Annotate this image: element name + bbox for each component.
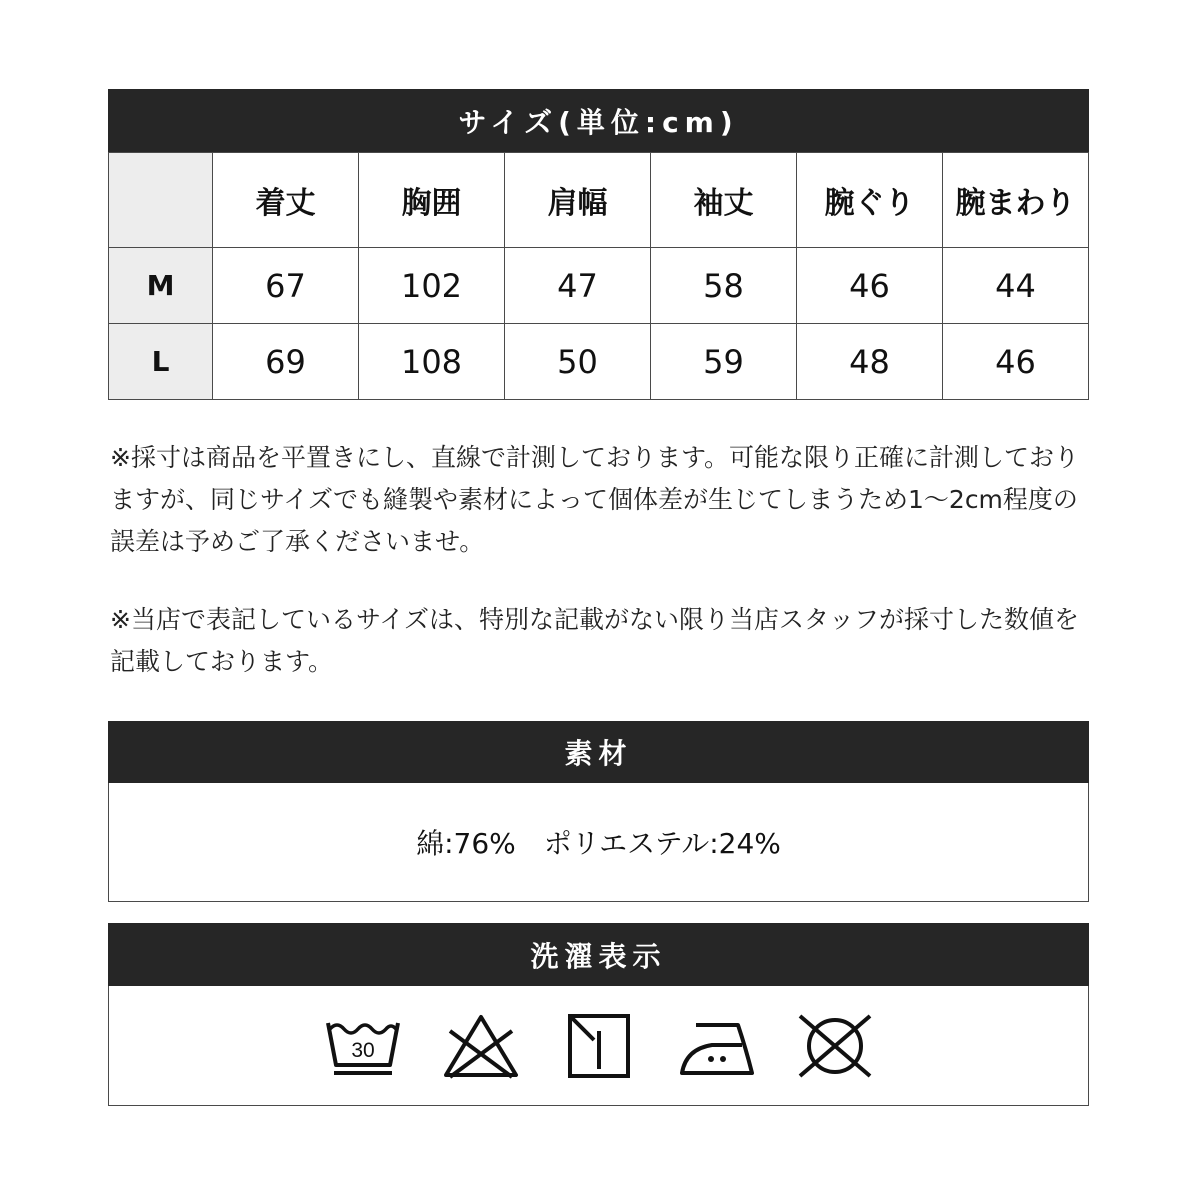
column-header: 着丈 — [213, 153, 359, 248]
size-source-note: ※当店で表記しているサイズは、特別な記載がない限り当店スタッフが採寸した数値を記載しております。 — [110, 605, 1079, 676]
table-row — [109, 324, 1089, 400]
table-cell: 59 — [651, 324, 797, 400]
material-text: 綿:76% ポリエステル:24% — [416, 827, 781, 860]
no-tumble-dry-icon — [796, 1013, 874, 1079]
table-row — [109, 248, 1089, 324]
table-cell: 67 — [213, 248, 359, 324]
size-table-header-row — [109, 153, 1089, 248]
column-header: 袖丈 — [651, 153, 797, 248]
material-title: 素材 — [108, 721, 1089, 783]
wash-temperature-label: 30 — [350, 1038, 375, 1062]
material-section — [108, 721, 1089, 902]
column-header: 胸囲 — [359, 153, 505, 248]
row-label: M — [109, 248, 213, 324]
care-icons-box — [108, 986, 1089, 1106]
row-label: L — [109, 324, 213, 400]
size-table-corner-cell — [109, 153, 213, 248]
table-cell: 108 — [359, 324, 505, 400]
table-cell: 58 — [651, 248, 797, 324]
size-section — [108, 89, 1089, 400]
table-cell: 47 — [505, 248, 651, 324]
table-cell: 69 — [213, 324, 359, 400]
column-header: 肩幅 — [505, 153, 651, 248]
size-table-title: サイズ(単位:cm) — [108, 89, 1089, 152]
table-cell: 46 — [943, 324, 1089, 400]
table-cell: 44 — [943, 248, 1089, 324]
measurement-note: ※採寸は商品を平置きにし、直線で計測しております。可能な限り正確に計測しておりますが、同じサイズでも縫製や素材によって個体差が生じてしまうため1～2cm程度の誤差は予めご了承くださいませ。 — [110, 443, 1079, 556]
care-section — [108, 923, 1089, 1106]
table-cell: 102 — [359, 248, 505, 324]
table-cell: 48 — [797, 324, 943, 400]
column-header: 腕ぐり — [797, 153, 943, 248]
size-table — [108, 152, 1089, 400]
no-bleach-icon — [442, 1013, 520, 1079]
drip-dry-icon — [560, 1013, 638, 1079]
column-header: 腕まわり — [943, 153, 1089, 248]
table-cell: 50 — [505, 324, 651, 400]
wash-30-icon — [324, 1013, 402, 1079]
iron-medium-icon — [678, 1013, 756, 1079]
table-cell: 46 — [797, 248, 943, 324]
material-box — [108, 783, 1089, 902]
care-title: 洗濯表示 — [108, 923, 1089, 986]
